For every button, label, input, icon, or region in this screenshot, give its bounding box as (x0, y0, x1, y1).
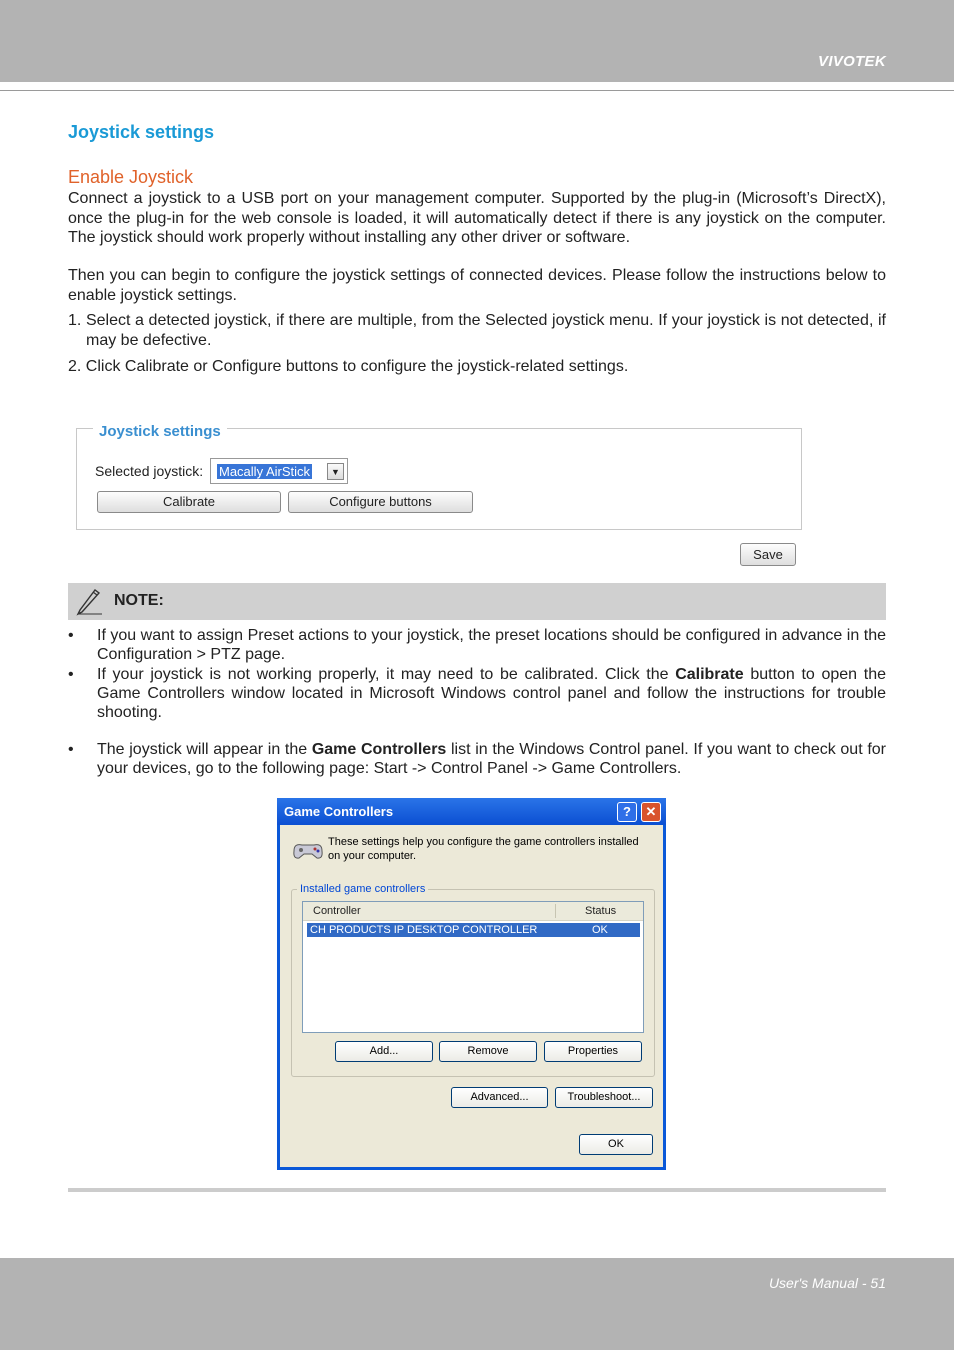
column-header-status[interactable]: Status (585, 905, 617, 917)
note-bullet-3: • The joystick will appear in the Game Controllers list in the Windows Control panel. If you want to check out for your devices, go to the following page: Start -> Control Panel -> Game Controllers. (68, 741, 887, 777)
note-label: NOTE: (114, 592, 164, 609)
ok-button[interactable]: OK (579, 1134, 653, 1155)
selected-joystick-dropdown[interactable] (210, 458, 348, 484)
page-footer (0, 1258, 954, 1350)
footer-page-number: User's Manual - 51 (768, 1275, 886, 1291)
note-bar (68, 583, 886, 620)
advanced-button[interactable]: Advanced... (451, 1087, 548, 1108)
calibrate-button[interactable]: Calibrate (97, 491, 281, 513)
column-separator (555, 904, 556, 918)
page-header (0, 0, 954, 82)
brand-name: VIVOTEK (818, 53, 886, 70)
help-icon[interactable]: ? (617, 802, 637, 822)
gamepad-icon (290, 837, 326, 865)
troubleshoot-button[interactable]: Troubleshoot... (555, 1087, 653, 1108)
content-bottom-divider (68, 1188, 886, 1192)
column-header-controller[interactable]: Controller (313, 905, 361, 917)
window-intro-text: These settings help you configure the game controllers installed on your computer. (328, 836, 639, 862)
list-item[interactable] (307, 923, 640, 937)
selected-joystick-label: Selected joystick: (95, 463, 204, 479)
controller-name: CH PRODUCTS IP DESKTOP CONTROLLER (310, 924, 538, 936)
close-icon[interactable]: ✕ (641, 802, 661, 822)
joystick-settings-panel (76, 423, 802, 530)
section-title: Joystick settings (68, 122, 215, 142)
properties-button[interactable]: Properties (544, 1041, 642, 1062)
add-button[interactable]: Add... (335, 1041, 433, 1062)
group-title: Installed game controllers (297, 883, 428, 895)
window-titlebar (277, 798, 666, 825)
controllers-list[interactable] (302, 901, 644, 1033)
step-2: 2. Click Calibrate or Configure buttons to configure the joystick-related settings. (68, 358, 629, 375)
note-bullet-1: • If you want to assign Preset actions to your joystick, the preset locations should be configured in advance in the Configuration > PTZ page. (68, 627, 886, 663)
pencil-icon (74, 586, 104, 616)
paragraph-instructions: Then you can begin to configure the joystick settings of connected devices. Please follow the instructions below to enable joystick settings. (68, 267, 886, 304)
configure-buttons-button[interactable]: Configure buttons (288, 491, 473, 513)
paragraph-intro: Connect a joystick to a USB port on your management computer. Supported by the plug-in (Microsoft’s DirectX), once the plug-in for the web console is loaded, it will automatically detect if there is any joystick on the computer. The joystick should work properly without installing any other driver or software. (68, 190, 886, 246)
installed-controllers-group (291, 883, 655, 1077)
step-1: 1. Select a detected joystick, if there are multiple, from the Selected joystick menu. If your joystick is not detected, if may be defective. (68, 312, 886, 349)
save-button[interactable]: Save (740, 543, 796, 566)
remove-button[interactable]: Remove (439, 1041, 537, 1062)
game-controllers-window (277, 798, 666, 1170)
note-bullet-2: • If your joystick is not working properly, it may need to be calibrated. Click the Calibrate button to open the Game Controllers window located in Microsoft Windows control panel and follow the instructions for trouble shooting. (68, 666, 886, 721)
controller-status: OK (592, 924, 608, 936)
selected-joystick-value: Macally AirStick (219, 464, 311, 479)
window-body (280, 825, 663, 1167)
header-divider (0, 90, 954, 91)
subheading: Enable Joystick (68, 167, 194, 187)
window-title: Game Controllers (284, 804, 394, 819)
list-header (303, 902, 643, 921)
chevron-down-icon[interactable]: ▼ (327, 463, 344, 480)
panel-title: Joystick settings (93, 423, 227, 440)
